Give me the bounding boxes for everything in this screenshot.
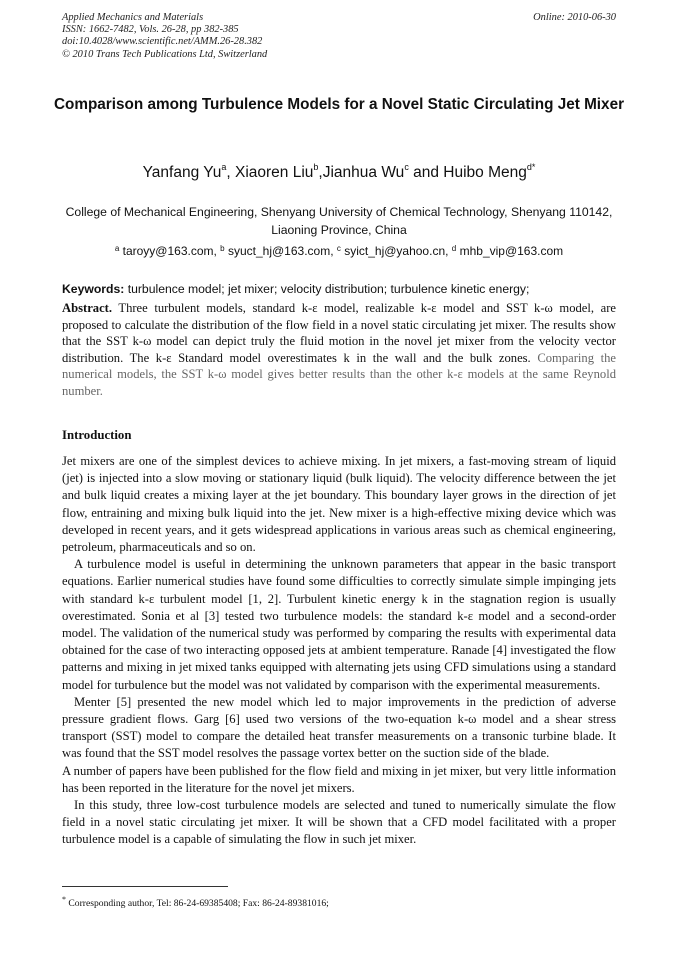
author-name: Xiaoren Liu	[234, 164, 314, 181]
abstract-label: Abstract.	[62, 301, 113, 315]
author-mark: d*	[526, 162, 536, 172]
intro-paragraph: Jet mixers are one of the simplest devices to achieve mixing. In jet mixers, a fast-moving stream of liquid (jet) is injected into a slow moving or stationary liquid (bulk liquid). The velocity difference between the jet and bulk liquid creates a mixing layer at the jet boundary. This boundary layer grows in the direction of jet flow, entraining and mixing bulk liquid into the jet. New mixer is a high-effective mixing device which was developed in recent years, and it gets widespread applications in various areas such as chemical engineering, petroleum, pharmaceuticals and so on.	[62, 454, 616, 555]
abstract-text-gray: Comparing the numerical models, the SST k-ω model gives better results than the other k-ε models at the same Reynold number.	[62, 350, 617, 398]
email-separator: ,	[213, 244, 221, 258]
keywords	[62, 282, 616, 296]
issn-line: ISSN: 1662-7482, Vols. 26-28, pp 382-385	[62, 24, 239, 36]
email-mark: b	[220, 244, 225, 253]
keywords-label: Keywords:	[62, 282, 125, 296]
keywords-text: turbulence model; jet mixer; velocity distribution; turbulence kinetic energy;	[127, 282, 530, 296]
author-mark: b	[313, 162, 319, 172]
author-separator: ,	[226, 164, 235, 181]
paper-title: Comparison among Turbulence Models for a Novel Static Circulating Jet Mixer	[53, 96, 625, 113]
doi-line: doi:10.4028/www.scientific.net/AMM.26-28.382	[62, 36, 263, 48]
email-list	[0, 244, 678, 258]
email-address[interactable]: syuct_hj@163.com	[227, 244, 331, 258]
author-mark: c	[404, 162, 409, 172]
author-separator: and	[408, 164, 444, 181]
footnote	[62, 895, 329, 909]
abstract-text: Three turbulent models, standard k-ε model, realizable k-ε model and SST k-ω model, are proposed to calculate the distribution of the flow field in a novel static circulating jet mixer. The results show that the SST k-ω model can depict truly the fluid motion in the novel jet mixer from the velocity vector distribution. The k-ε Standard model overestimates k in the wall and the bulk zones.	[62, 301, 616, 365]
footnote-mark: *	[62, 895, 66, 904]
email-mark: c	[336, 244, 341, 253]
footnote-divider	[62, 886, 228, 887]
abstract	[62, 300, 616, 400]
author-separator: ,	[318, 164, 323, 181]
email-mark: d	[451, 244, 457, 253]
intro-paragraph: A turbulence model is useful in determining the unknown parameters that appear in the basic transport equations. Earlier numerical studies have found some difficulties to correctly simulate simple impinging jets with standard k-ε turbulent model [1, 2]. Turbulent kinetic energy k in the stagnation region is usually overestimated. Sonia et al [3] tested two turbulence models: the standard k-ε model and a second-order model. The validation of the numerical study was performed by comparing the results with experimental data obtained for the case of two interacting opposed jets at ambient temperature. Ranade [4] investigated the flow patterns and mixing in jet mixed tanks equipped with alternating jets using CFD simulations using a standard model for turbulence but the model was not validated by comparison with the experimental measurements.	[62, 557, 616, 692]
email-address[interactable]: taroyy@163.com	[122, 244, 214, 258]
intro-paragraph: In this study, three low-cost turbulence models are selected and tuned to numerically simulate the flow field in a novel static circulating jet mixer. It will be shown that a CFD model facilitated with a proper turbulence model is a capable of simulating the flow in such jet mixer.	[62, 798, 616, 847]
page-header	[62, 12, 616, 61]
author-name: Huibo Meng	[443, 164, 527, 181]
email-separator: ,	[330, 244, 337, 258]
author-list	[0, 164, 678, 182]
section-heading-introduction: Introduction	[62, 428, 132, 442]
introduction-body	[62, 453, 616, 849]
intro-paragraph: A number of papers have been published for the flow field and mixing in jet mixer, but very little information has been reported in the literature for the novel jet mixers.	[62, 763, 616, 795]
online-date: Online: 2010-06-30	[533, 12, 616, 23]
affiliation: College of Mechanical Engineering, Shenyang University of Chemical Technology, Shenyang 110142, Liaoning Province, China	[65, 205, 613, 237]
author-name: Yanfang Yu	[142, 164, 222, 181]
email-address[interactable]: syict_hj@yahoo.cn	[344, 244, 446, 258]
email-mark: a	[114, 244, 120, 253]
author-name: Jianhua Wu	[322, 164, 405, 181]
email-address[interactable]: mhb_vip@163.com	[459, 244, 564, 258]
author-mark: a	[221, 162, 227, 172]
copyright-line: © 2010 Trans Tech Publications Ltd, Switzerland	[62, 48, 268, 60]
journal-name: Applied Mechanics and Materials	[62, 12, 204, 23]
footnote-text: Corresponding author, Tel: 86-24-69385408; Fax: 86-24-89381016;	[68, 898, 329, 910]
email-separator: ,	[445, 244, 452, 258]
intro-paragraph: Menter [5] presented the new model which led to major improvements in the prediction of adverse pressure gradient flows. Garg [6] used two versions of the two-equation k-ω model and a shear stress transport (SST) model to compare the detailed heat transfer measurements on a transonic turbine blade. It was found that the SST model resolves the passage vortex better on the suction side of the blade.	[62, 694, 616, 761]
